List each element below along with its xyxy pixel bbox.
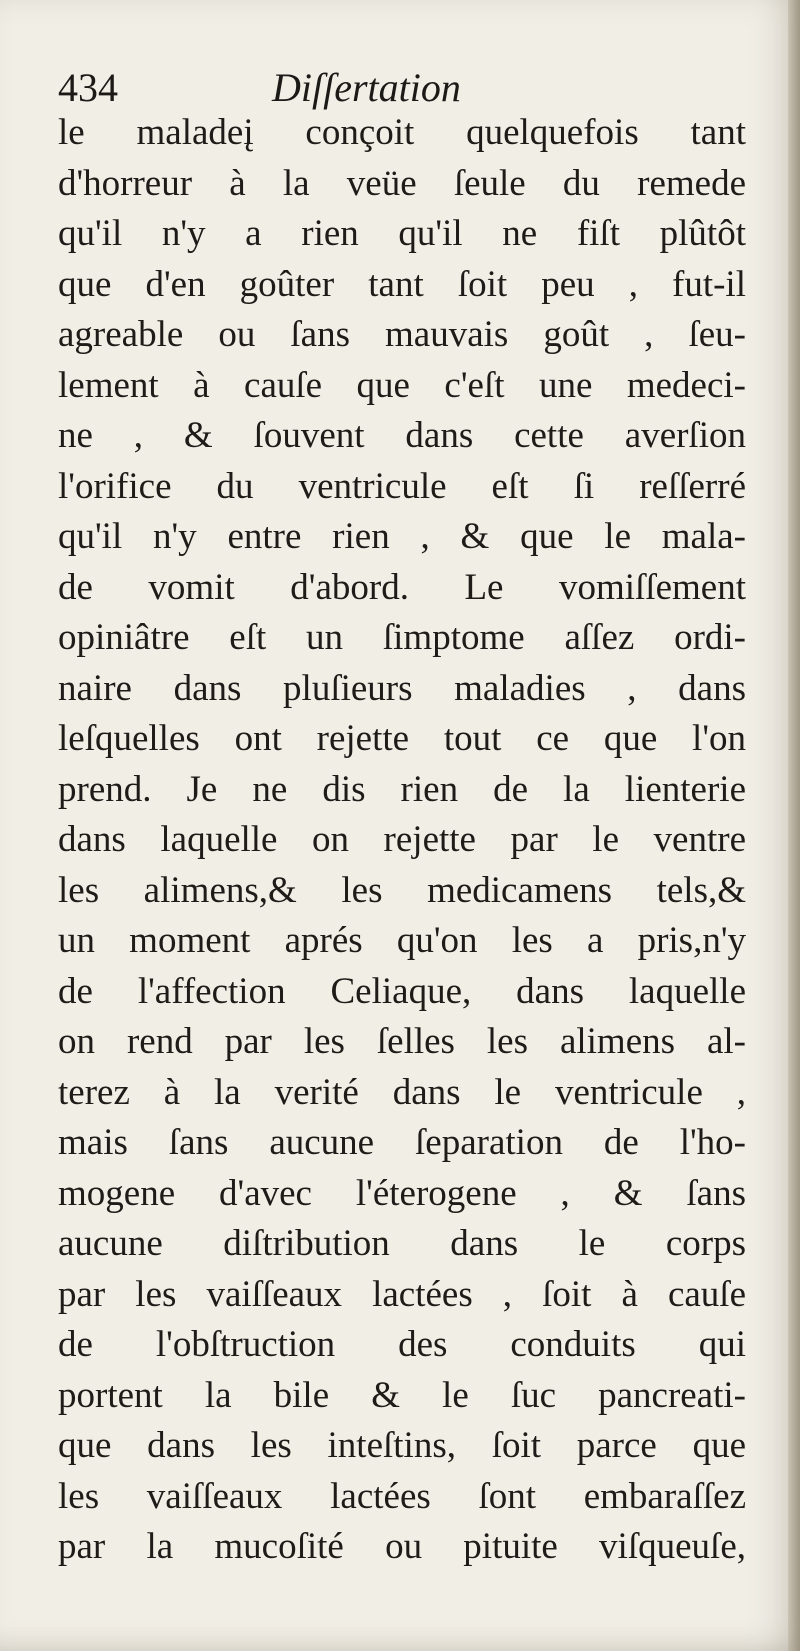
text-line: de l'affection Celiaque, dans laquelle xyxy=(58,970,746,1012)
text-line: dans laquelle on rejette par le ventre xyxy=(58,819,746,860)
text-line: portent la bile & le ſuc pancreati- xyxy=(58,1374,746,1416)
text-line: lement à cauſe que c'eſt une medeci- xyxy=(58,364,746,406)
text-line: de l'obſtruction des conduits qui xyxy=(58,1324,746,1365)
text-line: de vomit d'abord. Le vomiſſement xyxy=(58,566,746,608)
text-line: les vaiſſeaux lactées ſont embaraſſez xyxy=(58,1475,746,1517)
page-edge-shadow xyxy=(788,0,800,1651)
text-line: le maladeį conçoit quelquefois tant xyxy=(58,112,746,153)
text-line: par la mucoſité ou pituite viſqueuſe, xyxy=(58,1526,746,1567)
text-line: les alimens,& les medicamens tels,& xyxy=(58,869,746,911)
text-line: qu'il n'y a rien qu'il ne fiſt plûtôt xyxy=(58,213,746,254)
text-line: que d'en goûter tant ſoit peu , fut-il xyxy=(58,263,746,305)
text-line: mogene d'avec l'éterogene , & ſans xyxy=(58,1172,746,1214)
text-line: prend. Je ne dis rien de la lienterie xyxy=(58,768,746,810)
body-text xyxy=(58,108,746,1573)
text-line: mais ſans aucune ſeparation de l'ho- xyxy=(58,1122,746,1163)
text-line: terez à la verité dans le ventricule , xyxy=(58,1071,746,1113)
page-number: 434 xyxy=(58,65,118,110)
text-line: qu'il n'y entre rien , & que le mala- xyxy=(58,516,746,557)
text-line: aucune diſtribution dans le corps xyxy=(58,1223,746,1264)
text-line: opiniâtre eſt un ſimptome aſſez ordi- xyxy=(58,617,746,658)
text-line: naire dans pluſieurs maladies , dans xyxy=(58,667,746,709)
text-line: par les vaiſſeaux lactées , ſoit à cauſe xyxy=(58,1273,746,1315)
text-line: agreable ou ſans mauvais goût , ſeu- xyxy=(58,314,746,355)
text-line: leſquelles ont rejette tout ce que l'on xyxy=(58,718,746,759)
running-title: Diſſertation xyxy=(272,65,461,110)
text-line: que dans les inteſtins, ſoit parce que xyxy=(58,1425,746,1466)
text-line: d'horreur à la veüe ſeule du remede xyxy=(58,162,746,204)
text-line: l'orifice du ventricule eſt ſi reſſerré xyxy=(58,465,746,507)
text-line: ne , & ſouvent dans cette averſion xyxy=(58,415,746,456)
text-line: on rend par les ſelles les alimens al- xyxy=(58,1021,746,1062)
text-line: un moment aprés qu'on les a pris,n'y xyxy=(58,920,746,961)
